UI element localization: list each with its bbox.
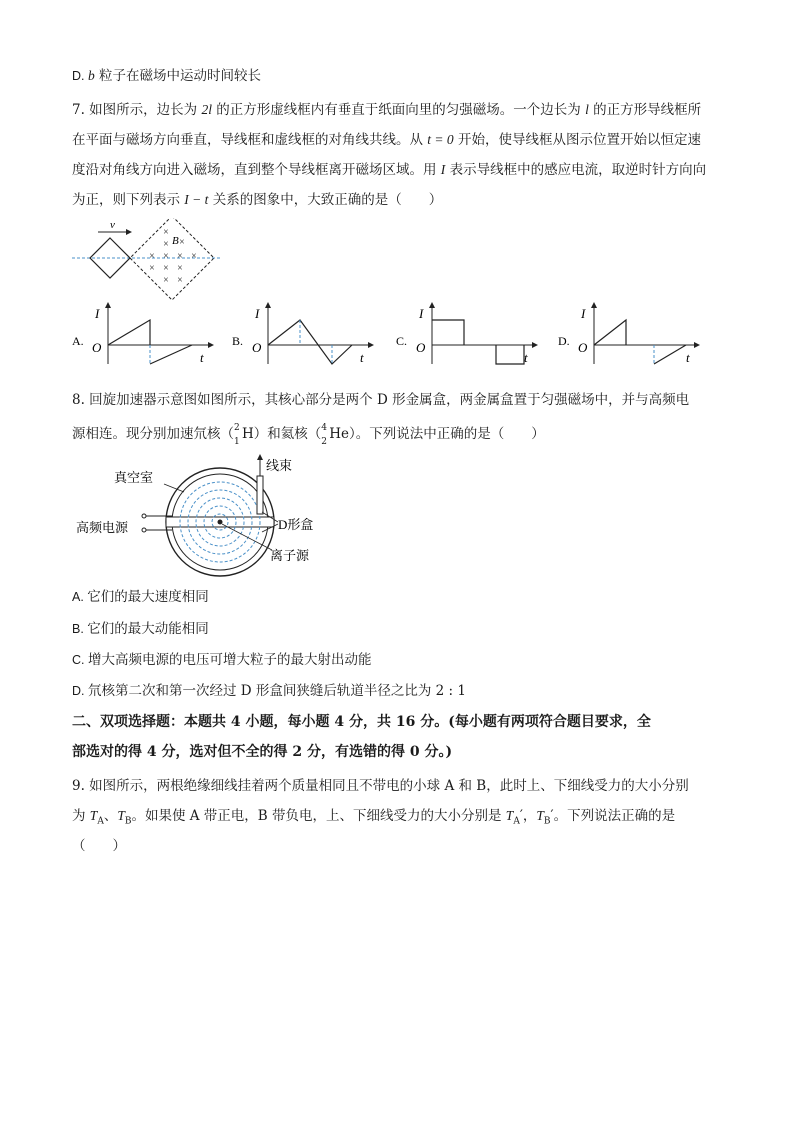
arrow-head-icon	[429, 302, 435, 308]
ion-source-label: 离子源	[270, 548, 310, 563]
cross-icon: ×	[163, 239, 169, 250]
beam-outlet	[257, 476, 263, 514]
d-box-label: D形盒	[278, 517, 314, 532]
q7-graph-c	[394, 300, 544, 368]
axis-label-i: I	[419, 306, 424, 321]
origin-label: O	[252, 340, 262, 355]
cyclotron-figure	[72, 454, 342, 580]
cross-icon: ×	[163, 227, 169, 238]
origin-label: O	[416, 340, 426, 355]
arrow-head-icon	[265, 302, 271, 308]
q9-line-1: 9. 如图所示，两根绝缘细线挂着两个质量相同且不带电的小球 A 和 B，此时上、下细线受力的大小分别	[72, 778, 689, 794]
arrow-head-icon	[591, 302, 597, 308]
arrow-head-icon	[694, 342, 700, 348]
cross-icon: ×	[179, 237, 185, 248]
ion-source-leader	[222, 524, 272, 550]
q7-field-figure	[70, 218, 230, 300]
arrow-head-icon	[208, 342, 214, 348]
cross-icon: ×	[191, 251, 197, 262]
q7-graph-a	[70, 300, 220, 368]
q7-line-4: 为正，则下列表示 I − t 关系的图象中，大致正确的是（ ）	[72, 192, 443, 208]
cross-icon: ×	[149, 263, 155, 274]
option-letter: B.	[232, 334, 244, 348]
hf-terminal	[142, 514, 146, 518]
q9-answer-blank: （ ）	[72, 838, 126, 854]
cross-icon: ×	[177, 263, 183, 274]
option-letter: D.	[558, 334, 570, 348]
q7-graph-d	[556, 300, 706, 368]
hf-source-label: 高频电源	[76, 520, 129, 535]
q9-line-2: 为 $T_A$、$T_B$。如果使 A 带正电，B 带负电，上、下细线受力的大小分别是 $T_A'$，$T_B'$。下列说法正确的是	[72, 808, 676, 827]
axis-label-i: I	[581, 306, 586, 321]
hf-terminal	[142, 528, 146, 532]
helium-symbol: 4 2 He	[321, 423, 350, 447]
origin-label: O	[578, 340, 588, 355]
cross-icon: ×	[163, 275, 169, 286]
current-curve	[108, 320, 150, 345]
axis-label-t: t	[200, 350, 204, 365]
arrow-head-icon	[368, 342, 374, 348]
q8-option-c: C. 增大高频电源的电压可增大粒子的最大射出动能	[72, 652, 372, 668]
beam-label: 线束	[266, 458, 293, 473]
cross-icon: ×	[163, 251, 169, 262]
current-curve-neg	[150, 345, 192, 364]
cross-icon: ×	[177, 275, 183, 286]
current-curve	[268, 320, 352, 364]
field-region	[130, 218, 214, 300]
origin-label: O	[92, 340, 102, 355]
velocity-label: v	[110, 219, 115, 231]
q7-line-2: 在平面与磁场方向垂直，导线框和虚线框的对角线共线。从 t = 0 开始，使导线框从图示位置开始以恒定速	[72, 132, 701, 148]
ion-source-dot	[218, 520, 223, 525]
axis-label-i: I	[95, 306, 100, 321]
option-letter: C.	[396, 334, 408, 348]
current-curve	[432, 320, 464, 345]
axis-label-t: t	[686, 350, 690, 365]
q8-option-a: A. 它们的最大速度相同	[72, 589, 209, 605]
section-2-heading-line-2: 部选对的得 4 分，选对但不全的得 2 分，有选错的得 0 分。)	[72, 744, 453, 760]
axis-label-t: t	[524, 350, 528, 365]
section-2-heading-line-1: 二、双项选择题：本题共 4 小题，每小题 4 分，共 16 分。(每小题有两项符合题目要求，全	[72, 714, 651, 730]
cross-icon: ×	[149, 251, 155, 262]
q8-line-2: 源相连。现分别加速氘核（ 2 1 H）和氦核（ 4 2 He）。下列说法中正确的是（ ）	[72, 423, 545, 447]
arrow-head-icon	[126, 229, 132, 235]
q8-option-b: B. 它们的最大动能相同	[72, 621, 209, 637]
cross-icon: ×	[177, 251, 183, 262]
arrow-head-icon	[257, 454, 263, 460]
current-curve	[594, 320, 626, 345]
vacuum-label: 真空室	[114, 470, 154, 485]
current-curve-neg	[496, 345, 524, 364]
axis-label-i: I	[255, 306, 260, 321]
arrow-head-icon	[105, 302, 111, 308]
option-letter: A.	[72, 334, 84, 348]
q8-line-1: 8. 回旋加速器示意图如图所示，其核心部分是两个 D 形金属盒，两金属盒置于匀强磁场中，并与高频电	[72, 392, 690, 408]
deuteron-symbol: 2 1 H	[234, 423, 254, 447]
q8-option-d: D. 氘核第二次和第一次经过 D 形盒间狭缝后轨道半径之比为 2 : 1	[72, 683, 466, 699]
q7-line-3: 度沿对角线方向进入磁场，直到整个导线框离开磁场区域。用 I 表示导线框中的感应电流，取逆时针方向向	[72, 162, 707, 178]
cross-icon: ×	[163, 263, 169, 274]
arrow-head-icon	[532, 342, 538, 348]
q7-line-1: 7. 如图所示，边长为 2l 的正方形虚线框内有垂直于纸面向里的匀强磁场。一个边长为 l 的正方形导线框所	[72, 102, 702, 118]
q6-option-d: D. b 粒子在磁场中运动时间较长	[72, 68, 262, 84]
field-label: B	[172, 235, 179, 247]
current-curve-neg	[654, 345, 686, 364]
q7-graph-b	[230, 300, 380, 368]
axis-label-t: t	[360, 350, 364, 365]
